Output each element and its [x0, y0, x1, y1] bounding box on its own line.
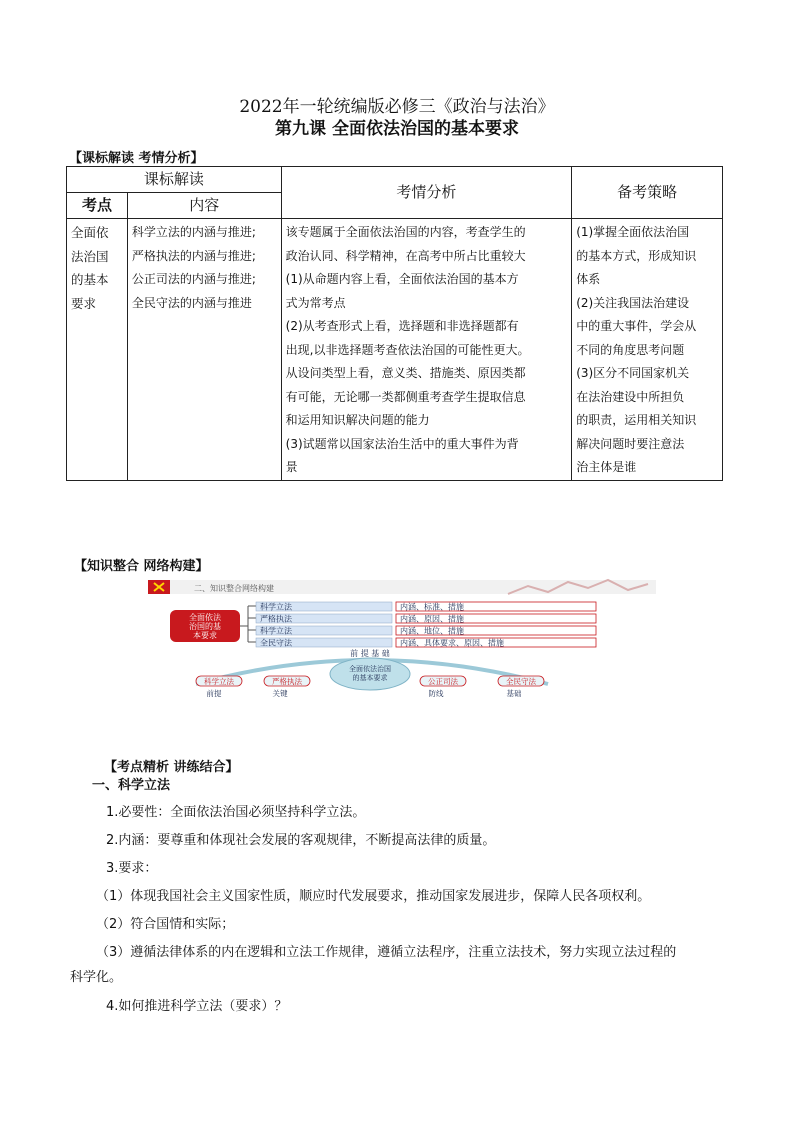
content-line: 全民守法的内涵与推进 [131, 295, 252, 310]
row-name: 科学立法 [260, 626, 292, 636]
paragraph: 3.要求： [106, 861, 158, 876]
content-line: 公正司法的内涵与推进; [131, 272, 256, 286]
row-name: 科学立法 [260, 602, 292, 612]
bottom-word: 基础 [506, 689, 522, 698]
paragraph: 2.内涵：要尊重和体现社会发展的客观规律，不断提高法律的质量。 [106, 833, 496, 848]
section-label-analysis: 【课标解读 考情分析】 [69, 151, 204, 166]
center-circle-line: 全面依法治国 [349, 665, 391, 673]
diagram-heading: 二、知识整合网络构建 [194, 584, 274, 593]
bottom-pill-label: 全民守法 [506, 677, 536, 686]
paragraph: 科学化。 [70, 970, 123, 985]
strategy-line: (1)掌握全面依法治国 [576, 225, 690, 239]
heading-scientific-legislation: 一、科学立法 [92, 778, 171, 793]
exam-line: 式为常考点 [285, 295, 346, 310]
exam-line: (1)从命题内容上看，全面依法治国的基本方 [285, 272, 519, 286]
point-line: 全面依 [71, 225, 109, 240]
header-point: 考点 [67, 193, 128, 219]
row-desc: 内涵、具体要求、原因、措施 [400, 638, 504, 648]
paragraph: 1.必要性：全面依法治国必须坚持科学立法。 [106, 805, 366, 820]
point-line: 的基本 [71, 272, 109, 287]
cell-content [127, 219, 281, 481]
left-box-line: 本要求 [193, 631, 217, 640]
header-curriculum: 课标解读 [67, 167, 282, 193]
exam-line: 和运用知识解决问题的能力 [285, 413, 430, 427]
point-line: 要求 [71, 295, 97, 311]
row-desc: 内涵、地位、措施 [400, 626, 464, 636]
paragraph: （3）遵循法律体系的内在逻辑和立法工作规律，遵循立法程序，注重立法技术，努力实现立法过程的 [96, 945, 677, 960]
bottom-word: 关键 [272, 689, 288, 698]
strategy-line: 的基本方式，形成知识 [576, 248, 697, 263]
section-label-practice: 【考点精析 讲练结合】 [104, 760, 239, 775]
lesson-title: 第九课 全面依法治国的基本要求 [275, 119, 519, 139]
section-label-network: 【知识整合 网络构建】 [74, 559, 209, 574]
cell-point [67, 219, 128, 481]
paragraph: 4.如何推进科学立法（要求）？ [106, 999, 288, 1014]
bracket-connector [240, 606, 256, 642]
content-line: 严格执法的内涵与推进; [131, 248, 256, 263]
row-group [256, 602, 596, 648]
exam-line: 该专题属于全面依法治国的内容，考查学生的 [285, 225, 526, 239]
center-circle-line: 的基本要求 [352, 674, 388, 682]
left-box-line: 治国的基 [189, 622, 221, 631]
strategy-line: 中的重大事件，学会从 [576, 319, 697, 333]
exam-line: 有可能，无论哪一类都侧重考查学生提取信息 [285, 389, 526, 404]
bottom-pill-label: 严格执法 [272, 677, 302, 686]
exam-line: (2)从考查形式上看，选择题和非选择题都有 [285, 319, 519, 333]
point-line: 法治国 [71, 248, 109, 264]
knowledge-network-diagram [148, 578, 656, 698]
bottom-pill-label: 公正司法 [428, 677, 458, 686]
row-desc: 内涵、原因、措施 [400, 614, 464, 624]
paragraph: （1）体现我国社会主义国家性质，顺应时代发展要求，推动国家发展进步，保障人民各项权利。 [96, 889, 651, 904]
paragraph: （2）符合国情和实际； [96, 917, 235, 932]
bottom-pill-label: 科学立法 [204, 677, 234, 686]
document-title: 2022年一轮统编版必修三《政治与法治》 [239, 97, 555, 117]
exam-line: (3)试题常以国家法治生活中的重大事件为背 [285, 436, 519, 451]
strategy-line: (2)关注我国法治建设 [576, 295, 690, 310]
exam-line: 从设问类型上看，意义类、措施类、原因类都 [285, 366, 526, 380]
strategy-line: 在法治建设中所担负 [576, 389, 685, 404]
header-exam: 考情分析 [281, 167, 572, 219]
row-name: 严格执法 [260, 614, 292, 624]
exam-line: 出现,以非选择题考查依法治国的可能性更大。 [285, 342, 530, 357]
strategy-line: 的职责，运用相关知识 [576, 413, 697, 427]
exam-line: 景 [285, 460, 298, 474]
row-desc: 内涵、标准、措施 [400, 602, 464, 612]
header-strategy: 备考策略 [572, 167, 723, 219]
header-content: 内容 [127, 193, 281, 219]
strategy-line: 体系 [576, 272, 601, 286]
analysis-table [66, 166, 723, 481]
content-line: 科学立法的内涵与推进; [131, 225, 256, 239]
bottom-word: 防线 [428, 689, 444, 698]
strategy-line: 治主体是谁 [576, 460, 637, 474]
exam-line: 政治认同、科学精神，在高考中所占比重较大 [285, 248, 526, 263]
strategy-line: (3)区分不同国家机关 [576, 366, 690, 380]
bottom-word: 前提 [206, 689, 222, 698]
cell-strategy [572, 219, 723, 481]
strategy-line: 不同的角度思考问题 [576, 342, 685, 357]
center-top-label: 前 提 基 础 [350, 649, 390, 658]
row-name: 全民守法 [260, 638, 292, 648]
strategy-line: 解决问题时要注意法 [576, 436, 685, 451]
left-box-line: 全面依法 [189, 613, 221, 622]
cell-exam [281, 219, 572, 481]
